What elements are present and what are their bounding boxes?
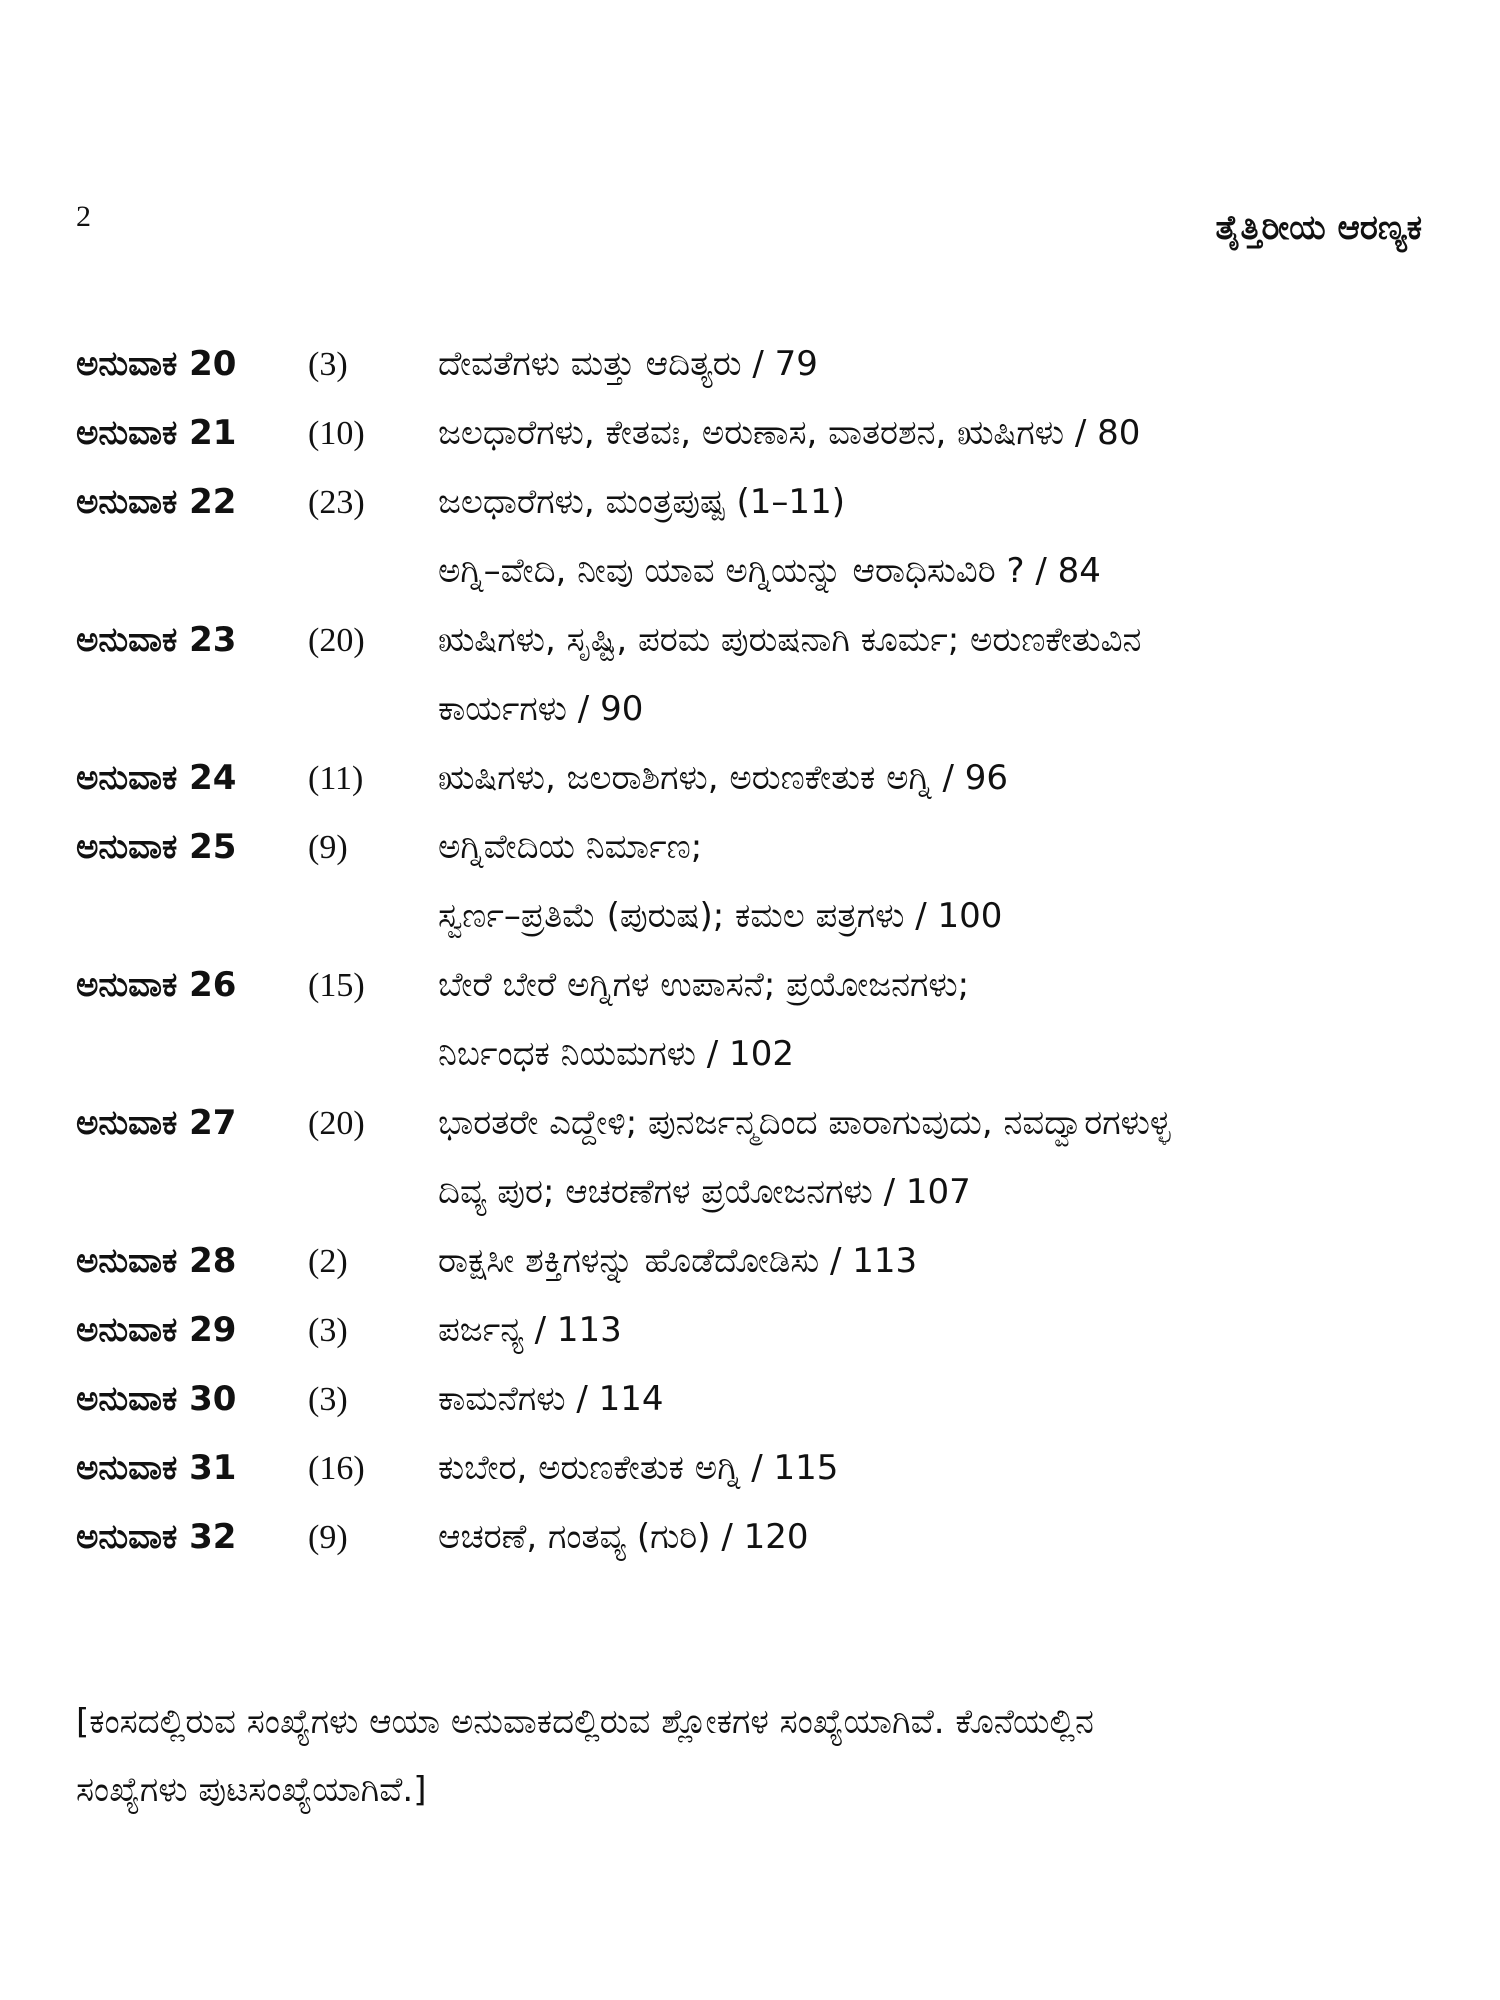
toc-entry-text: ಬೇರೆ ಬೇರೆ ಅಗ್ನಿಗಳ ಉಪಾಸನೆ; ಪ್ರಯೋಜನಗಳು;	[438, 965, 970, 1005]
toc-entry-count: (23)	[308, 484, 365, 521]
toc-entry-text: ದೇವತೆಗಳು ಮತ್ತು ಆದಿತ್ಯರು / 79	[438, 344, 818, 384]
toc-entry-label: ಅನುವಾಕ 23	[76, 620, 237, 660]
toc-entry	[76, 330, 1426, 399]
toc-entry-continuation	[76, 675, 1426, 744]
toc-entry	[76, 468, 1426, 537]
toc-entry-count: (20)	[308, 1105, 365, 1142]
toc-entry-text: ಕಾಮನೆಗಳು / 114	[438, 1379, 664, 1419]
toc-entry-text: ಭಾರತರೇ ಎದ್ದೇಳಿ; ಪುನರ್ಜನ್ಮದಿಂದ ಪಾರಾಗುವುದು, ನವದ್ವಾರಗಳುಳ್ಳ	[438, 1103, 1171, 1143]
toc-entry-label: ಅನುವಾಕ 21	[76, 413, 237, 453]
toc-entry-count: (9)	[308, 829, 348, 866]
toc-entry-count: (2)	[308, 1243, 348, 1280]
toc-entry-text: ಜಲಧಾರೆಗಳು, ಕೇತವಃ, ಅರುಣಾಸ, ವಾತರಶನ, ಋಷಿಗಳು / 80	[438, 413, 1141, 453]
toc-entry-continuation	[76, 1020, 1426, 1089]
footnote-line: ಸಂಖ್ಯೆಗಳು ಪುಟಸಂಖ್ಯೆಯಾಗಿವೆ.]	[76, 1770, 427, 1810]
toc-entry-text: ನಿರ್ಬಂಧಕ ನಿಯಮಗಳು / 102	[438, 1034, 794, 1074]
toc-entry-count: (16)	[308, 1450, 365, 1487]
toc-entry-text: ಅಗ್ನಿವೇದಿಯ ನಿರ್ಮಾಣ;	[438, 827, 703, 867]
toc-entry-text: ಪರ್ಜನ್ಯ / 113	[438, 1310, 622, 1350]
toc-entry	[76, 399, 1426, 468]
toc-entry-continuation	[76, 537, 1426, 606]
toc-entry-label: ಅನುವಾಕ 29	[76, 1310, 237, 1350]
toc-entry	[76, 1503, 1426, 1572]
toc-entry	[76, 1296, 1426, 1365]
toc-entry	[76, 1089, 1426, 1158]
toc-entry	[76, 606, 1426, 675]
toc-entry-text: ಕಾರ್ಯಗಳು / 90	[438, 689, 644, 729]
toc-entry-label: ಅನುವಾಕ 30	[76, 1379, 237, 1419]
toc-entry-label: ಅನುವಾಕ 22	[76, 482, 237, 522]
page-number: 2	[76, 200, 91, 233]
toc-entry-text: ಕುಬೇರ, ಅರುಣಕೇತುಕ ಅಗ್ನಿ / 115	[438, 1448, 839, 1488]
toc-entry-text: ಸ್ವರ್ಣ–ಪ್ರತಿಮೆ (ಪುರುಷ); ಕಮಲ ಪತ್ರಗಳು / 100	[438, 896, 1003, 936]
toc-entry-label: ಅನುವಾಕ 31	[76, 1448, 237, 1488]
toc-entry-text: ಅಗ್ನಿ–ವೇದಿ, ನೀವು ಯಾವ ಅಗ್ನಿಯನ್ನು ಆರಾಧಿಸುವಿರಿ ? / 84	[438, 551, 1101, 591]
toc-entry	[76, 951, 1426, 1020]
toc-entry-text: ರಾಕ್ಷಸೀ ಶಕ್ತಿಗಳನ್ನು ಹೊಡೆದೋಡಿಸು / 113	[438, 1241, 918, 1281]
footnote	[76, 1688, 1436, 1824]
toc-entry-text: ದಿವ್ಯ ಪುರ; ಆಚರಣೆಗಳ ಪ್ರಯೋಜನಗಳು / 107	[438, 1172, 971, 1212]
running-title: ತೈತ್ತಿರೀಯ ಆರಣ್ಯಕ	[1215, 208, 1422, 248]
toc-entry-text: ಋಷಿಗಳು, ಜಲರಾಶಿಗಳು, ಅರುಣಕೇತುಕ ಅಗ್ನಿ / 96	[438, 758, 1008, 798]
toc-entry-label: ಅನುವಾಕ 24	[76, 758, 237, 798]
footnote-line: [ಕಂಸದಲ್ಲಿರುವ ಸಂಖ್ಯೆಗಳು ಆಯಾ ಅನುವಾಕದಲ್ಲಿರುವ ಶ್ಲೋಕಗಳ ಸಂಖ್ಯೆಯಾಗಿವೆ. ಕೊನೆಯಲ್ಲಿನ	[76, 1702, 1094, 1742]
toc-entry	[76, 744, 1426, 813]
toc-entry-text: ಋಷಿಗಳು, ಸೃಷ್ಟಿ, ಪರಮ ಪುರುಷನಾಗಿ ಕೂರ್ಮ; ಅರುಣಕೇತುವಿನ	[438, 620, 1142, 660]
toc-entry-count: (15)	[308, 967, 365, 1004]
toc-entry-count: (3)	[308, 346, 348, 383]
toc-entry-label: ಅನುವಾಕ 25	[76, 827, 237, 867]
toc-entry-label: ಅನುವಾಕ 26	[76, 965, 237, 1005]
toc-entry	[76, 813, 1426, 882]
toc-entry-label: ಅನುವಾಕ 20	[76, 344, 237, 384]
toc-entry-count: (3)	[308, 1381, 348, 1418]
table-of-contents	[76, 330, 1426, 1572]
toc-entry-count: (10)	[308, 415, 365, 452]
toc-entry-text: ಜಲಧಾರೆಗಳು, ಮಂತ್ರಪುಷ್ಪ (1–11)	[438, 482, 845, 522]
toc-entry-label: ಅನುವಾಕ 27	[76, 1103, 237, 1143]
toc-entry-label: ಅನುವಾಕ 32	[76, 1517, 237, 1557]
toc-entry	[76, 1434, 1426, 1503]
toc-entry-count: (20)	[308, 622, 365, 659]
toc-entry	[76, 1227, 1426, 1296]
toc-entry	[76, 1365, 1426, 1434]
toc-entry-continuation	[76, 1158, 1426, 1227]
toc-entry-count: (3)	[308, 1312, 348, 1349]
toc-entry-count: (9)	[308, 1519, 348, 1556]
toc-entry-text: ಆಚರಣೆ, ಗಂತವ್ಯ (ಗುರಿ) / 120	[438, 1517, 809, 1557]
toc-entry-continuation	[76, 882, 1426, 951]
toc-entry-label: ಅನುವಾಕ 28	[76, 1241, 237, 1281]
toc-entry-count: (11)	[308, 760, 364, 797]
